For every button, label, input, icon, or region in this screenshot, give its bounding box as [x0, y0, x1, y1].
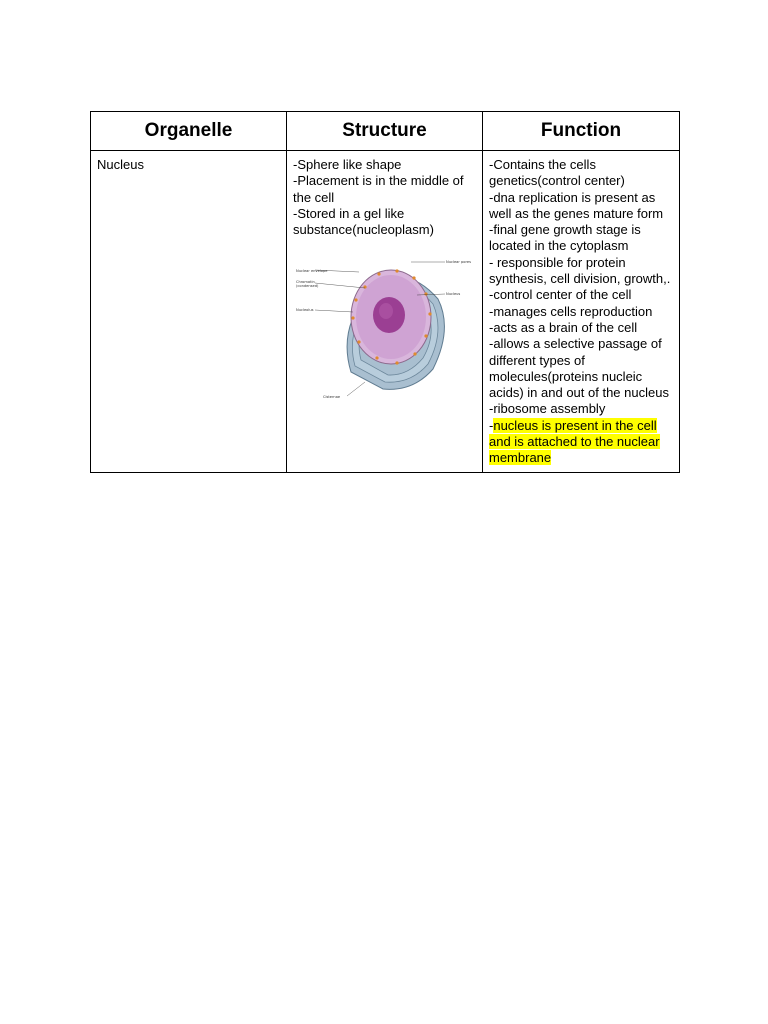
- label-nuclear-pores: Nuclear pores: [446, 260, 471, 265]
- label-nuclear-envelope: Nuclear envelope: [296, 269, 328, 274]
- organelle-table: [90, 111, 680, 473]
- function-line: -acts as a brain of the cell: [489, 319, 638, 335]
- highlighted-text: nucleus is present in the cell and is attached to the nuclear membrane: [489, 417, 660, 466]
- function-line: -Contains the cells genetics(control center): [489, 157, 625, 189]
- structure-line: -Stored in a gel like substance(nucleoplasm): [293, 205, 434, 238]
- structure-cell: [287, 151, 483, 473]
- function-line-prefix: -: [489, 417, 494, 433]
- label-nucleolus: Nucleolus: [296, 308, 314, 313]
- label-chromatin-condensed: (condensed): [296, 284, 319, 289]
- function-line: -allows a selective passage of different types of molecules(proteins nucleic acids) in and out of the nucleus: [489, 336, 669, 401]
- structure-line: -Placement is in the middle of the cell: [293, 173, 464, 205]
- function-line: -dna replication is present as well as the genes mature form: [489, 189, 664, 221]
- function-cell: [483, 151, 680, 473]
- label-cisternae: Cisternae: [323, 395, 341, 400]
- function-line: -ribosome assembly: [489, 401, 606, 417]
- function-line: -control center of the cell: [489, 287, 632, 303]
- function-line: -final gene growth stage is located in the cytoplasm: [489, 222, 641, 254]
- structure-line: -Sphere like shape: [293, 157, 402, 172]
- table-row: [91, 151, 680, 473]
- function-line-highlighted: [489, 418, 673, 467]
- table-header-row: [91, 112, 680, 151]
- label-nucleus: Nucleus: [446, 292, 461, 297]
- header-structure: Structure: [287, 112, 483, 151]
- header-function: Function: [483, 112, 680, 151]
- function-line: - responsible for protein synthesis, cell division, growth,.: [489, 254, 671, 287]
- organelle-name: Nucleus: [97, 157, 144, 172]
- organelle-cell: [91, 151, 287, 473]
- header-organelle: Organelle: [91, 112, 287, 151]
- nucleus-diagram: [293, 254, 483, 404]
- label-chromatin: Chromatin: [296, 280, 315, 285]
- function-line: -manages cells reproduction: [489, 303, 653, 319]
